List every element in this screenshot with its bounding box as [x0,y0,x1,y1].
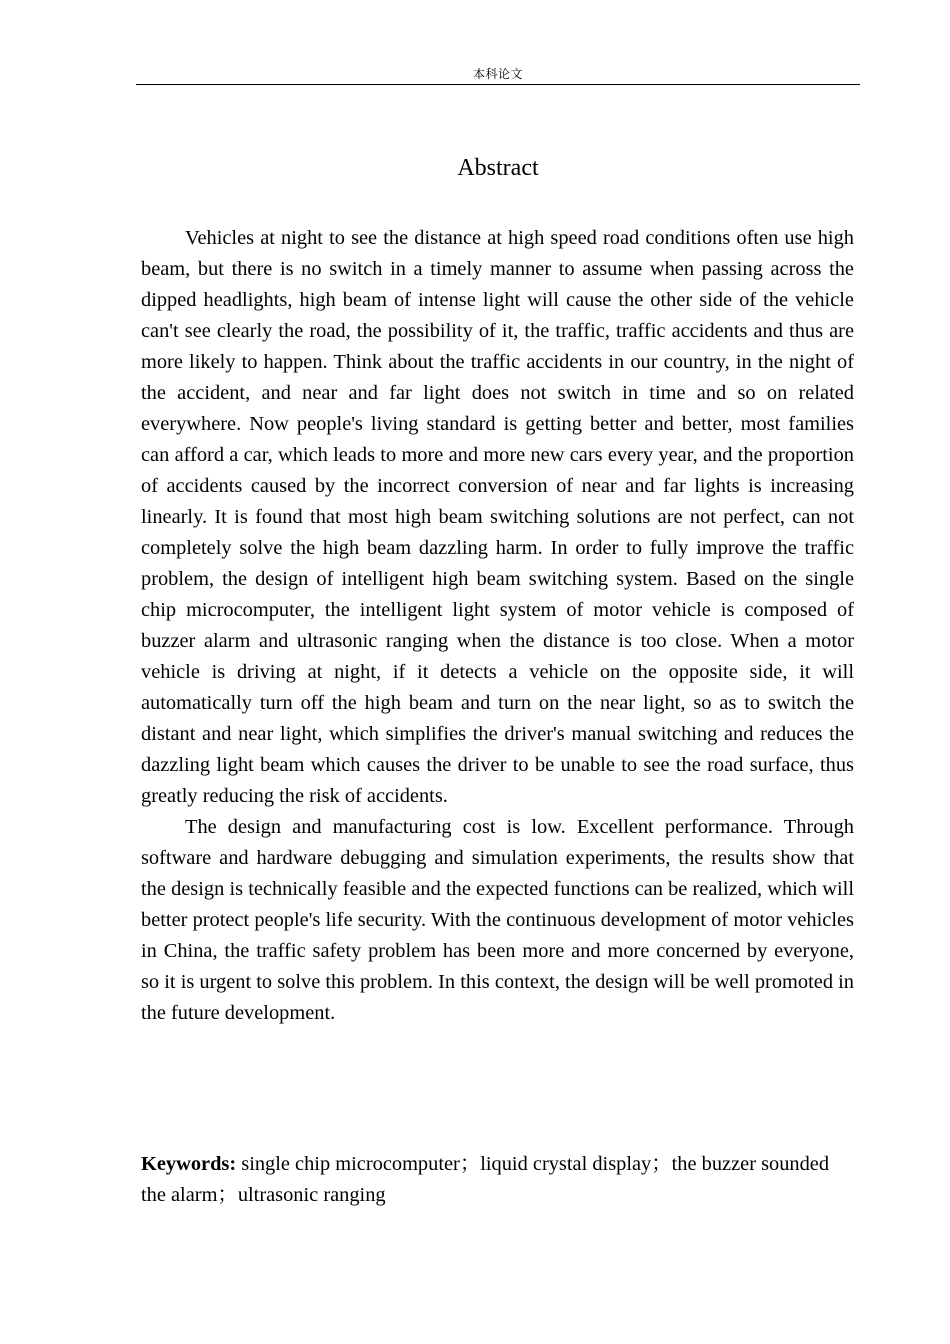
keywords-label: Keywords: [141,1153,237,1175]
keywords-line [141,1149,841,1211]
keywords-list: single chip microcomputer；liquid crystal display；the buzzer sounded the alarm；ultrasonic ranging [141,1153,830,1206]
abstract-body [141,223,854,1029]
page-header [136,64,860,85]
abstract-paragraph-1: Vehicles at night to see the distance at high speed road conditions often use high beam, but there is no switch in a timely manner to assume when passing across the dipped headlights, high beam of intense light will cause the other side of the vehicle can't see clearly the road, the possibility of it, the traffic, traffic accidents and thus are more likely to happen. Think about the traffic accidents in our country, in the night of the accident, and near and far light does not switch in time and so on related everywhere. Now people's living standard is getting better and better, most families can afford a car, which leads to more and more new cars every year, and the proportion of accidents caused by the incorrect conversion of near and far lights is increasing linearly. It is found that most high beam switching solutions are not perfect, can not completely solve the high beam dazzling harm. In order to fully improve the traffic problem, the design of intelligent high beam switching system. Based on the single chip microcomputer, the intelligent light system of motor vehicle is composed of buzzer alarm and ultrasonic ranging when the distance is too close. When a motor vehicle is driving at night, if it detects a vehicle on the opposite side, it will automatically turn off the high beam and turn on the near light, so as to switch the distant and near light, which simplifies the driver's manual switching and reduces the dazzling light beam which causes the driver to be unable to see the road surface, thus greatly reducing the risk of accidents. [141,227,854,807]
abstract-title: Abstract [457,155,539,181]
running-title: 本科论文 [472,67,523,81]
abstract-paragraph-2: The design and manufacturing cost is low. Excellent performance. Through software and hardware debugging and simulation experiments, the results show that the design is technically feasible and the expected functions can be realized, which will better protect people's life security. With the continuous development of motor vehicles in China, the traffic safety problem has been more and more concerned by everyone, so it is urgent to solve this problem. In this context, the design will be well promoted in the future development. [141,816,854,1024]
